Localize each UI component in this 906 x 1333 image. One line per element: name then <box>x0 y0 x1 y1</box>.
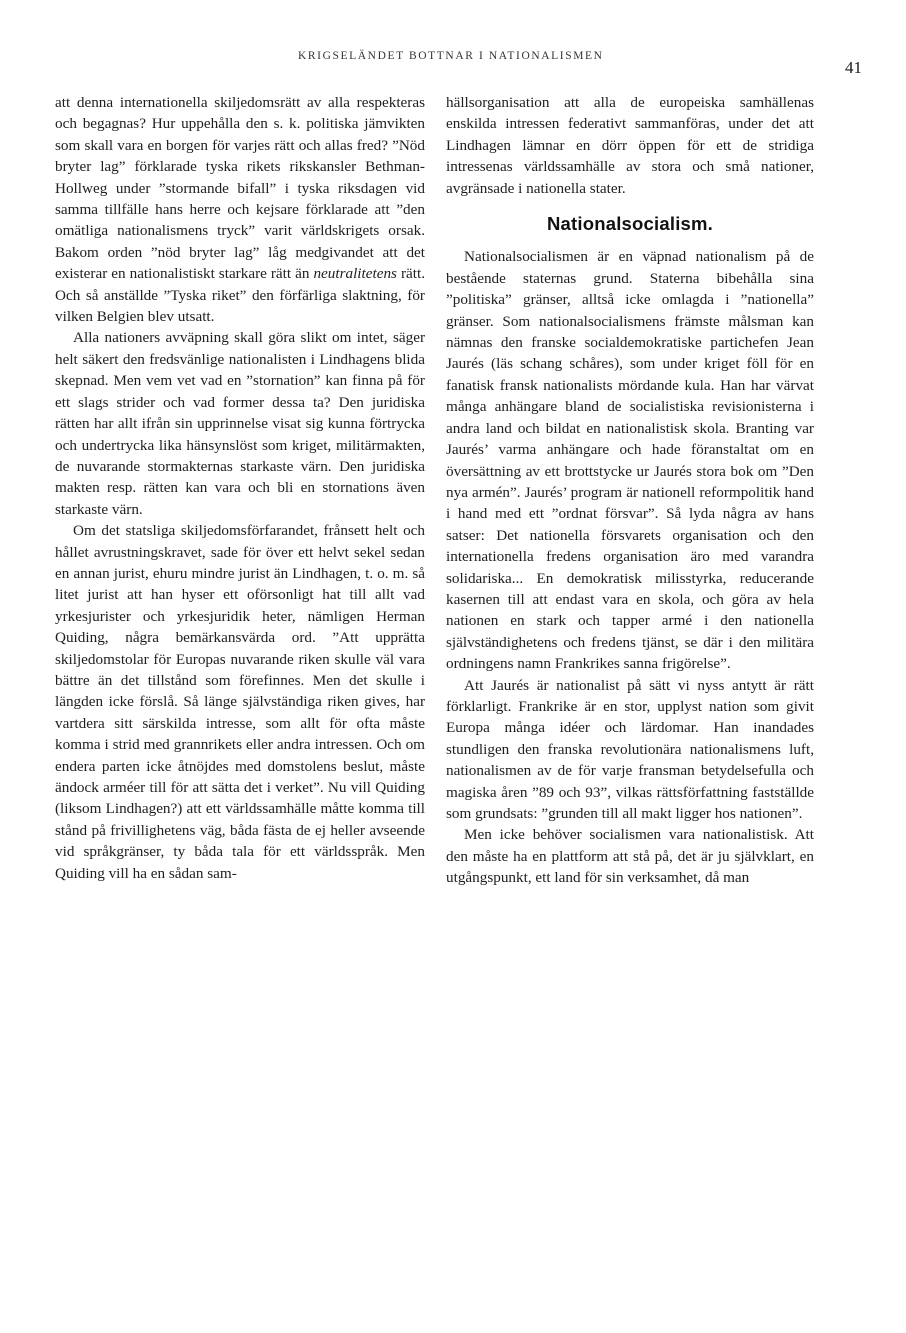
section-heading: Nationalsocialism. <box>546 213 714 235</box>
right-paragraph-4: Men icke behöver socialismen vara nationalistisk. Att den måste ha en plattform att stå på, det är ju självklart, en utgångspunkt, ett land för sin verksamhet, då man <box>446 826 814 887</box>
left-paragraph-2: Alla nationers avväpning skall göra slikt om intet, säger helt säkert den fredsvänlige nationalisten i Lindhagens blida skepnad. Men vem vet vad en ”stornation” kan finna på för ett slags strider och vad former dessa ta? Den juridiska rätten har allt ifrån sin upprinnelse visat sig kunna förtrycka och undertrycka lika hänsynslöst som kriget, militärmakten, de nuvarande stormakternas starkaste värn. Den juridiska makten resp. rätten kan vara och bli en stornations även starkaste värn. <box>55 329 425 518</box>
left-p1-text-a: att denna internationella skiljedomsrätt av alla respekteras och begagnas? Hur uppehålla den s. k. politiska jämvikten som skall vara en borgen för varjes rätt och allas fred? ”Nöd bryter lag” förklarade tyska rikets rikskansler Bethman-Hollweg under ”stormande bifall” i tyska riksdagen vid samma tillfälle hans herre och kejsare förklarade att ”den omätliga nationalismens tryck” varit världskrigets orsak. Bakom orden ”nöd bryter lag” låg medgivandet att det existerar en nationalistiskt starkare rätt än <box>55 94 425 283</box>
running-head: KRIGSELÄNDET BOTTNAR I NATIONALISMEN <box>298 50 604 62</box>
right-column <box>446 92 814 889</box>
page-number: 41 <box>845 58 862 77</box>
right-paragraph-3: Att Jaurés är nationalist på sätt vi nyss antytt är rätt förklarligt. Frankrike är en stor, upplyst nation som givit Europa många idéer och lärdomar. Han inandades stundligen den franska revolutionära nationalismens luft, nationalismen av de för varje fransman betydelsefulla och magiska åren ”89 och 93”, vilkas rättsförfattning fastställde som grundsats: ”grunden till all makt ligger hos nationen”. <box>446 676 814 822</box>
left-p1-text-b: rätt. Och så anställde ”Tyska riket” den förfärliga slaktning, för vilken Belgien blev utsatt. <box>55 265 426 326</box>
page-header <box>40 50 870 77</box>
left-paragraph-3: Om det statsliga skiljedomsförfarandet, frånsett helt och hållet avrustningskravet, sade för över ett helvt sekel sedan en annan jurist, ehuru mindre jurist än Lindhagen, t. o. m. så litet jurist att han hyser ett oförsonligt hat till allt vad yrkesjurister och yrkesjuridik heter, nämligen Herman Quiding, några bemärkansvärda ord. ”Att upprätta skiljedomstolar för Europas nuvarande riken skulle väl vara bättre än det tillstånd som förefinnes. Men det skulle i längden icke förslå. Så länge självständiga riken gives, har vartdera sitt särskilda intresse, som allt för ofta måste komma i strid med grannrikets eller andra intressen. Och om endera parten icke åtnöjdes med domstolens beslut, måste ändock arméer till för att sätta det i verket”. Nu vill Quiding (liksom Lindhagen?) att ett världssamhälle måtte komma till stånd på frivillighetens väg, båda fästa de ej heller avseende vid språkgränser, ty båda tala för ett världsspråk. Men Quiding vill ha en sådan sam- <box>55 522 425 882</box>
left-column <box>55 92 425 884</box>
left-p1-italic-word: neutralitetens <box>313 265 397 283</box>
left-paragraph-1 <box>55 92 425 327</box>
right-paragraph-2: Nationalsocialismen är en väpnad nationalism på de bestående staternas grund. Staterna bibehålla sina ”politiska” gränser, alltså icke omlagda i ”nationella” gränser. Som nationalsocialismens främste målsman kan nämnas den franske socialdemokratiske partichefen Jean Jaurés (läs schang schåres), som under kriget föll för en fanatisk fransk nationalists mördande kula. Han har värvat många anhängare bland de socialistiska revisionisterna i andra land och bildat en nationalistisk skola. Branting var Jaurés’ varma anhängare och hade föranstaltat om en översättning av ett brottstycke ur Jaurés stora bok om ”Den nya armén”. Jaurés’ program är nationell reformpolitik hand i hand med ett ”ordnat försvar”. Så lyda några av hans satser: Det nationella försvarets organisation och den internationella fredens organisation äro med varandra solidariska... En demokratisk milisstyrka, reducerande kasernen till att endast vara en skola, och göra av hela nationen en stark och tapper armé i den nationella självständighetens och fredens tjänst, se där i den militära ordningens namn Frankrikes sanna frigörelse”. <box>446 248 814 673</box>
right-paragraph-1: hällsorganisation att alla de europeiska samhällenas enskilda intressen federativt sammanföras, under det att Lindhagen lämnar en dörr öppen för ett de stridiga intressenas världssamhälle av stora och små nationer, avgränsade i nationella stater. <box>446 94 814 197</box>
